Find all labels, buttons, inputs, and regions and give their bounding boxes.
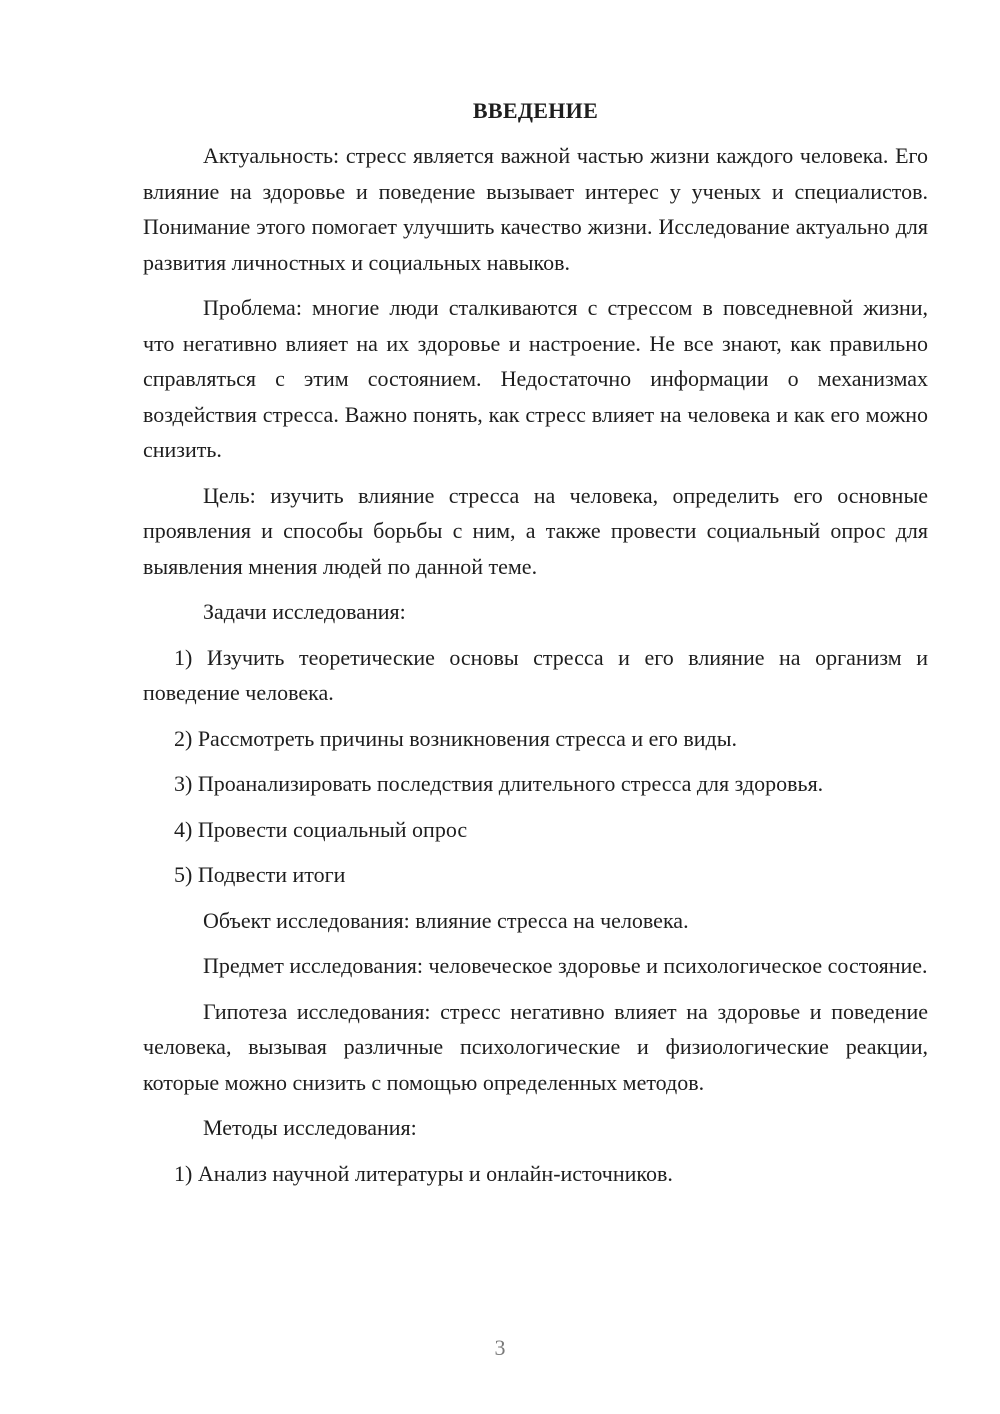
- document-page: [143, 96, 928, 1201]
- relevance-paragraph: Актуальность: стресс является важной частью жизни каждого человека. Его влияние на здоровье и поведение вызывает интерес у ученых и специалистов. Понимание этого помогает улучшить качество жизни. Исследование актуально для развития личностных и социальных навыков.: [143, 143, 928, 275]
- page-number: 3: [494, 1335, 506, 1360]
- task-item-1: 1) Изучить теоретические основы стресса и его влияние на организм и поведение человека.: [143, 644, 928, 705]
- task-item-4: 4) Провести социальный опрос: [174, 816, 468, 842]
- subject-paragraph: Предмет исследования: человеческое здоровье и психологическое состояние.: [203, 953, 928, 978]
- method-item-1: 1) Анализ научной литературы и онлайн-источников.: [174, 1160, 673, 1186]
- problem-paragraph: Проблема: многие люди сталкиваются с стрессом в повседневной жизни, что негативно влияет на их здоровье и настроение. Не все знают, как правильно справляться с этим состоянием. Недостаточно информации о механизмах воздействия стресса. Важно понять, как стресс влияет на человека и как его можно снизить.: [143, 295, 928, 462]
- task-item-3: 3) Проанализировать последствия длительного стресса для здоровья.: [174, 771, 824, 796]
- hypothesis-paragraph: Гипотеза исследования: стресс негативно влияет на здоровье и поведение человека, вызывая различные психологические и физиологические реакции, которые можно снизить с помощью определенных методов.: [143, 998, 928, 1095]
- task-item-2: 2) Рассмотреть причины возникновения стресса и его виды.: [174, 725, 738, 751]
- task-item-5: 5) Подвести итоги: [174, 862, 346, 887]
- tasks-heading: Задачи исследования:: [203, 599, 406, 624]
- object-paragraph: Объект исследования: влияние стресса на человека.: [203, 907, 689, 933]
- methods-heading: Методы исследования:: [203, 1115, 417, 1140]
- section-title: ВВЕДЕНИЕ: [472, 98, 599, 123]
- goal-paragraph: Цель: изучить влияние стресса на человека, определить его основные проявления и способы борьбы с ним, а также провести социальный опрос для выявления мнения людей по данной теме.: [143, 482, 928, 579]
